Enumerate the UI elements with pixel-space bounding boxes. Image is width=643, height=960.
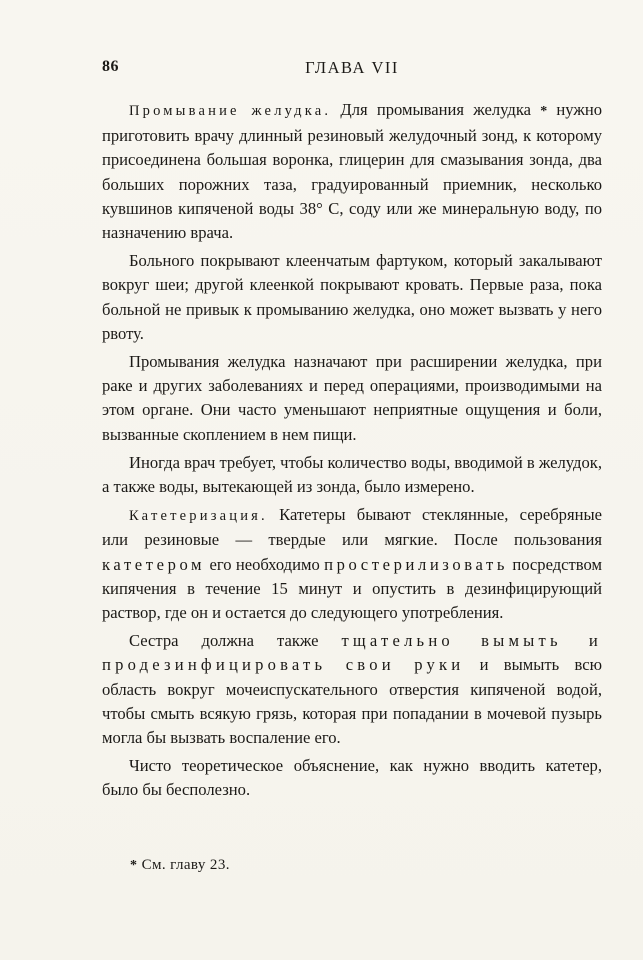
section-heading-catheterization: Катетеризация.	[129, 508, 268, 525]
page-header	[102, 58, 602, 82]
paragraph-text: и вымыть всю область вокруг мочеиспускательного отверстия кипяченой водой, чтобы смыть всякую грязь, которая при попадании в мочевой пузырь могла бы вызвать воспаление его.	[102, 655, 602, 748]
spaced-emphasis: тщательно вымыть и продезинфицировать свои руки	[102, 631, 602, 675]
footnote	[130, 857, 230, 874]
paragraph-text: Для промывания желудка	[331, 100, 541, 119]
footnote-text: См. главу 23.	[141, 857, 230, 873]
running-head-chapter: ГЛАВА VII	[305, 58, 399, 77]
paragraph-text: Сестра должна также	[129, 631, 342, 651]
paragraph-apron: Больного покрывают клеенчатым фартуком, который закалывают вокруг шеи; другой клеенкой покрывают кровать. Первые раза, пока больной не привык к промыванию желудка, оно может вызвать у него рвоту.	[102, 251, 602, 343]
spaced-emphasis: простерилизовать	[324, 554, 509, 574]
spaced-emphasis: катетером	[102, 554, 206, 574]
body-text	[102, 98, 602, 807]
paragraph-indications: Промывания желудка назначают при расширении желудка, при раке и других заболеваниях и перед операциями, производимыми на этом органе. Они часто уменьшают неприятные ощущения и боли, вызванные скоплением в нем пищи.	[102, 352, 602, 444]
footnote-star: *	[130, 858, 138, 873]
paragraph-text: Катетеры бывают стеклянные, серебряные или резиновые — твердые или мягкие. После пользования	[102, 505, 602, 550]
paragraph-text: нужно приготовить врачу длинный резиновый желудочный зонд, к которому присоединена большая воронка, глицерин для смазывания зонда, два больших порожних таза, градуированный приемник, несколько кувшинов кипяченой воды 38° С, соду или же минеральную воду, по назначению врача.	[102, 100, 602, 243]
footnote-marker: *	[540, 104, 548, 119]
paragraph-text: посредством кипячения в течение 15 минут и опустить в дезинфицирующий раствор, где он и остается до следующего употребления.	[102, 554, 602, 623]
section-heading-stomach-lavage: Промывание желудка.	[129, 103, 332, 119]
paragraph-theory: Чисто теоретическое объяснение, как нужно вводить катетер, было бы бесполезно.	[102, 756, 602, 800]
paragraph-text: его необходимо	[205, 554, 325, 574]
paragraph-catheterization	[102, 503, 602, 625]
paragraph-measurement: Иногда врач требует, чтобы количество воды, вводимой в желудок, а также воды, вытекающей из зонда, было измерено.	[102, 452, 602, 497]
paragraph-stomach-lavage	[102, 98, 602, 245]
paragraph-nurse-hygiene	[102, 629, 602, 750]
page-number: 86	[102, 58, 119, 75]
